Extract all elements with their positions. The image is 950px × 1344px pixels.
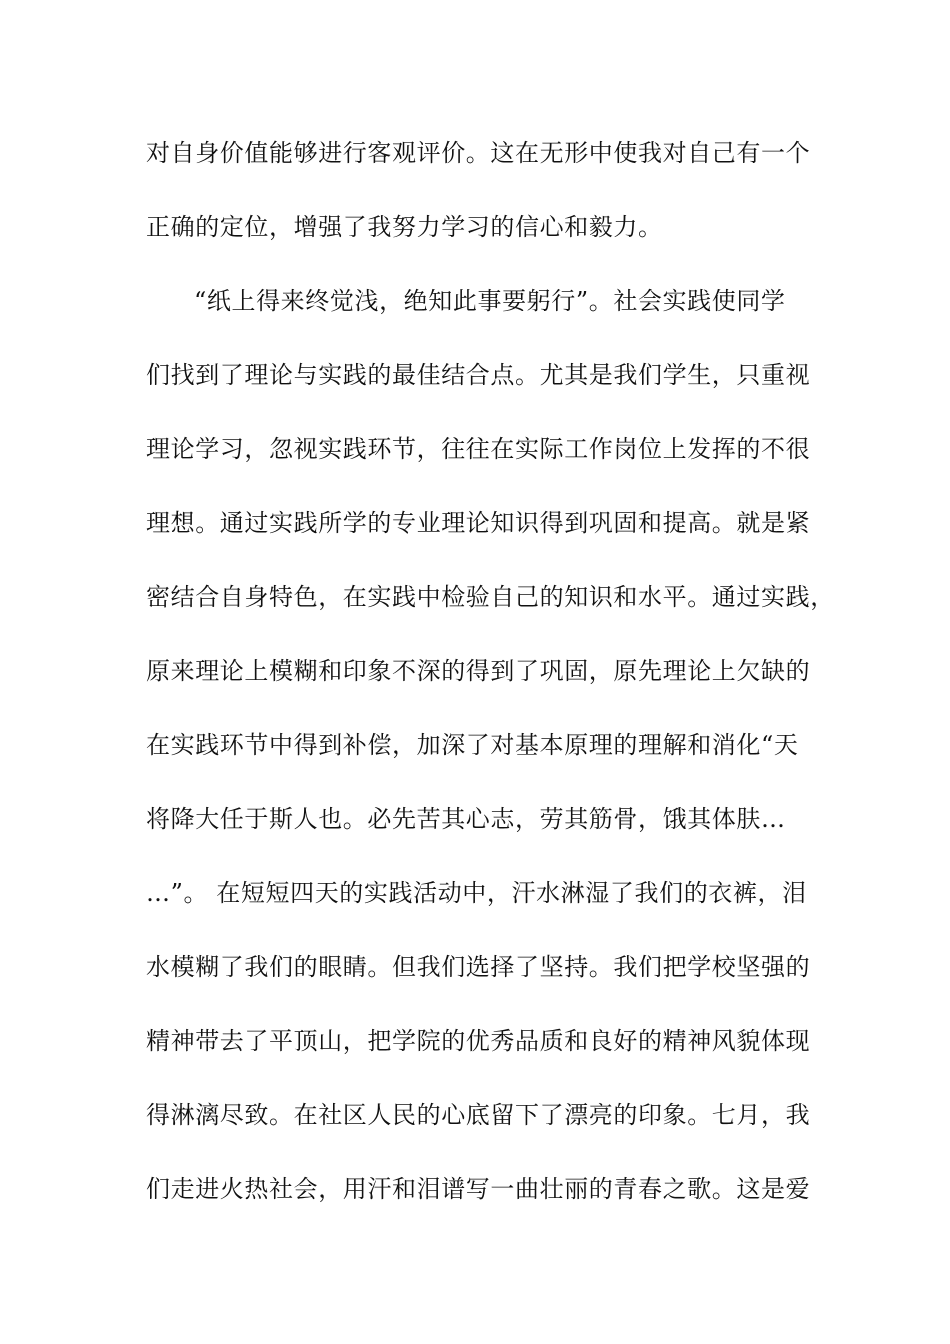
text-line-15: 们走进火热社会，用汗和泪谱写一曲壮丽的青春之歌。这是爱 xyxy=(146,1175,811,1203)
text-line-4: 们找到了理论与实践的最佳结合点。尤其是我们学生，只重视 xyxy=(146,361,811,389)
text-line-8: 原来理论上模糊和印象不深的得到了巩固，原先理论上欠缺的 xyxy=(146,657,811,685)
text-line-14: 得淋漓尽致。在社区人民的心底留下了漂亮的印象。七月，我 xyxy=(146,1101,811,1129)
text-line-2: 正确的定位，增强了我努力学习的信心和毅力。 xyxy=(146,213,663,241)
text-line-9: 在实践环节中得到补偿，加深了对基本原理的理解和消化“天 xyxy=(146,731,799,759)
text-line-7: 密结合自身特色，在实践中检验自己的知识和水平。通过实践， xyxy=(146,583,835,611)
text-line-1: 对自身价值能够进行客观评价。这在无形中使我对自己有一个 xyxy=(146,139,811,167)
body-text xyxy=(146,125,835,1235)
text-line-12: 水模糊了我们的眼睛。但我们选择了坚持。我们把学校坚强的 xyxy=(146,953,811,981)
text-line-11: …”。 在短短四天的实践活动中，汗水淋湿了我们的衣裤，泪 xyxy=(146,879,807,907)
text-line-6: 理想。通过实践所学的专业理论知识得到巩固和提高。就是紧 xyxy=(146,509,811,537)
text-line-3-paragraph-start: “纸上得来终觉浅，绝知此事要躬行”。社会实践使同学 xyxy=(194,287,786,315)
text-line-5: 理论学习，忽视实践环节，往往在实际工作岗位上发挥的不很 xyxy=(146,435,811,463)
text-line-13: 精神带去了平顶山，把学院的优秀品质和良好的精神风貌体现 xyxy=(146,1027,811,1055)
text-line-10: 将降大任于斯人也。必先苦其心志，劳其筋骨，饿其体肤… xyxy=(146,805,786,833)
